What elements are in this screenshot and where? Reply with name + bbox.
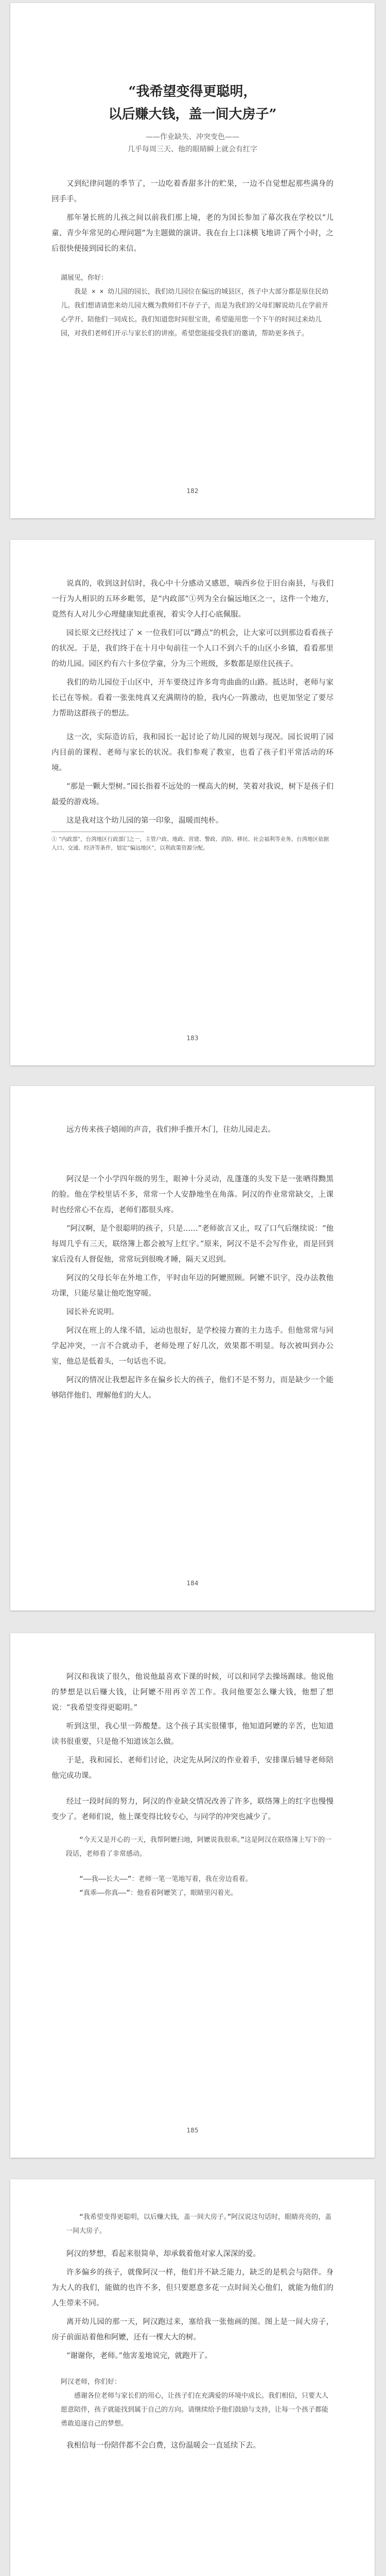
letter-salutation: 阿汉老师，你们好： bbox=[61, 2378, 121, 2386]
page-number: 183 bbox=[186, 1035, 199, 1042]
body-paragraph: 许多偏乡的孩子，就像阿汉一样，他们并不缺乏能力，缺乏的是机会与陪伴。身为大人的我们，能做的也许不多，但只要愿意多花一点时间关心他们，就能为他们的人生带来不同。 bbox=[51, 2268, 334, 2308]
body-paragraph: “那是一颗大型树。”园长指着不远处的一棵高大的树，笑着对我说，树下是孩子们最爱的游戏场。 bbox=[51, 783, 334, 806]
page-183 bbox=[10, 540, 375, 1065]
body-paragraph: 园长补充说明。 bbox=[66, 1308, 119, 1316]
body-paragraph: 阿汉的情况让我想起许多在偏乡长大的孩子，他们不是不努力，而是缺少一个能够陪伴他们、理解他们的大人。 bbox=[51, 1376, 334, 1400]
page-185 bbox=[10, 1633, 375, 2158]
body-paragraph: 阿汉在班上的人缘不错，运动也很好，是学校接力赛的主力选手。但他常常与同学起冲突，一言不合就动手，老师处理了好几次，效果都不明显。每次被叫到办公室，他总是低着头，一句话也不说。 bbox=[51, 1327, 334, 1366]
quote-block: “今天又是开心的一天，我帮阿嬷扫地，阿嬷说我很乖。”这是阿汉在联络簿上写下的一段话，老师看了非常感动。 bbox=[66, 1836, 332, 1858]
body-paragraph: 经过一段时间的努力，阿汉的作业缺交情况改善了许多，联络簿上的红字也慢慢变少了。老师们说，他上课变得比较专心，与同学的冲突也减少了。 bbox=[51, 1798, 334, 1821]
quote-block: “我希望变得更聪明，以后赚大钱，盖一间大房子。”阿汉说这句话时，眼睛亮亮的，盖一间大房子。 bbox=[66, 2213, 332, 2235]
body-paragraph: 我们的幼儿园位于山区中，开车要绕过许多弯弯曲曲的山路。抵达时，老师与家长已在等候。看着一张张纯真又充满期待的脸，我内心一阵激动，也更加坚定了要尽力帮助这群孩子的想法。 bbox=[51, 679, 334, 718]
body-paragraph: 我相信每一份陪伴都不会白费，这份温暖会一直延续下去。 bbox=[66, 2442, 260, 2450]
letter-salutation: 湖展见，你好： bbox=[61, 274, 108, 282]
body-paragraph: 阿汉的父母长年在外地工作，平时由年迈的阿嬷照顾。阿嬷不识字，没办法教他功课，只能尽量让他吃饱穿暖。 bbox=[51, 1274, 334, 1298]
body-paragraph: 听到这里，我心里一阵酸楚。这个孩子其实很懂事，他知道阿嬷的辛苦，也知道读书很重要，只是他不知道该怎么做。 bbox=[51, 1722, 334, 1746]
body-paragraph: “阿汉啊，是个很聪明的孩子，只是……”老师欲言又止，叹了口气后继续说：“他每周几乎有三天，联络簿上都会被写上红字。”原来，阿汉不是不会写作业，而是回到家后没有人督促他，常常玩到很晚才睡，隔天又迟到。 bbox=[51, 1225, 334, 1264]
page-182 bbox=[10, 3, 375, 518]
body-paragraph: 于是，我和园长、老师们讨论，决定先从阿汉的作业着手，安排课后辅导老师陪他完成功课。 bbox=[51, 1756, 334, 1780]
page-number: 184 bbox=[186, 1580, 199, 1587]
body-paragraph: 阿汉是一个小学四年级的男生，眼神十分灵动，乱蓬蓬的头发下是一张晒得黝黑的脸。他在学校里话不多，常常一个人安静地坐在角落。阿汉的作业常常缺交，上课时也经常心不在焉，老师们都很头疼。 bbox=[51, 1175, 334, 1214]
chapter-title-line2: 以后赚大钱，盖一间大房子” bbox=[108, 107, 277, 122]
chapter-subtitle-line1: ——作业缺失、冲突变色—— bbox=[146, 133, 239, 141]
body-paragraph: 说真的，收到这封信时，我心中十分感动又感恩，嘀西乡位于旧台南县，与我们一行为人相识的五环乡毗邻，是“内政部”①列为全台偏远地区之一，这件一个地方，竟然有人对儿少心理健康知此重视，着实令人打心底佩服。 bbox=[51, 580, 334, 619]
chapter-title-line1: “我希望变得更聪明， bbox=[128, 84, 257, 99]
body-paragraph: 离开幼儿园的那一天，阿汉跑过来，塞给我一张他画的图。图上是一间大房子，房子前面站着他和阿嬷，还有一棵大大的树。 bbox=[51, 2318, 334, 2342]
body-paragraph: 阿汉和我谈了很久，他说他最喜欢下课的时候，可以和同学去操场踢球。他说他的梦想是以后赚大钱，让阿嬷不用再辛苦工作。我问他要怎么赚大钱，他想了想说：“我希望变得更聪明。” bbox=[51, 1673, 334, 1712]
body-paragraph: 阿汉的梦想，看起来很简单，却承载着他对家人深深的爱。 bbox=[66, 2250, 260, 2258]
footnote: ① “内政部”，台湾地区行政部门之一，主管户政、地政、营建、警政、消防、移民、社会福利等业务。台湾地区依据人口、交通、经济等条件，划定“偏远地区”，以利政策资源分配。 bbox=[51, 836, 329, 851]
body-paragraph: “谢谢你，老师。”他害羞地说完，就跑开了。 bbox=[66, 2352, 213, 2360]
body-paragraph: 这一次，实际造访后，我和园长一起讨论了幼儿园的规划与现况。园长说明了园内目前的课程、老师与家长的状况。我们参观了教室，也看了孩子们平常活动的环境。 bbox=[51, 733, 334, 772]
letter-body: 感谢各位老师与家长们的用心，让孩子们在充满爱的环境中成长。我们相信，只要大人愿意陪伴，孩子就能找到属于自己的方向。请继续给予他们鼓励与支持，让每一个孩子都能勇敢追逐自己的梦想。 bbox=[61, 2392, 329, 2428]
page-number: 185 bbox=[186, 2127, 199, 2134]
page-number: 182 bbox=[186, 487, 199, 495]
page-186 bbox=[10, 2179, 375, 2576]
chapter-subtitle-line2: 几乎每周三天、他的眼睛瞬上就会有红字 bbox=[128, 145, 257, 154]
letter-body: 我是 × × 幼儿园的园长，我们幼儿园位在偏远的城县区，孩子中大部分都是原住民幼儿。我们想请请您来幼儿园大概为教师们不存子子，而是为我们的父母们解说幼儿在学前开心学开、陪他们一同成长。我们知道您时间很宝贵，希望能用您一个下午的时间过来幼儿园，对我们老师们开示与家长们的讲座。希望您能接受我们的邀请，帮助更多孩子。 bbox=[61, 288, 329, 337]
dialogue-line: “真乖——你真——”：他看着阿嬷笑了，眼睛里闪着光。 bbox=[79, 1889, 237, 1897]
body-paragraph: 远方传来孩子嬉闹的声音，我们伸手推开木门，往幼儿园走去。 bbox=[66, 1126, 275, 1134]
dialogue-line: “——我——长大——”：老师一笔一笔地写着，我在旁边看着。 bbox=[79, 1875, 252, 1883]
body-paragraph: 这是我对这个幼儿园的第一印象，温暖而纯朴。 bbox=[66, 817, 223, 825]
body-paragraph: 园长原文已经找过了 × 一位我们可以“蹲点”的机会，让大家可以到那边看看孩子的状况。于是，我们终于在十月中旬前往一个人口不到六千的山区小乡镇，看看那里的幼儿园。园区约有六十多位学童，分为三个班级，多数都是原住民孩子。 bbox=[51, 629, 334, 668]
body-paragraph: 那年暑长班的儿孩之间以前我们那上境，老的为国长参加了幕次我在学校以“儿童、青少年常见的心理问题”为主题做的演讲。我在台上口沫横飞地讲了两个小时，之后很快便接到园长的来信。 bbox=[51, 214, 334, 253]
body-paragraph: 又到纪律问题的季节了，一边吃着香甜多汁的贮果，一边不自觉想起那些满身的回手手。 bbox=[51, 180, 334, 204]
page-184 bbox=[10, 1086, 375, 1611]
